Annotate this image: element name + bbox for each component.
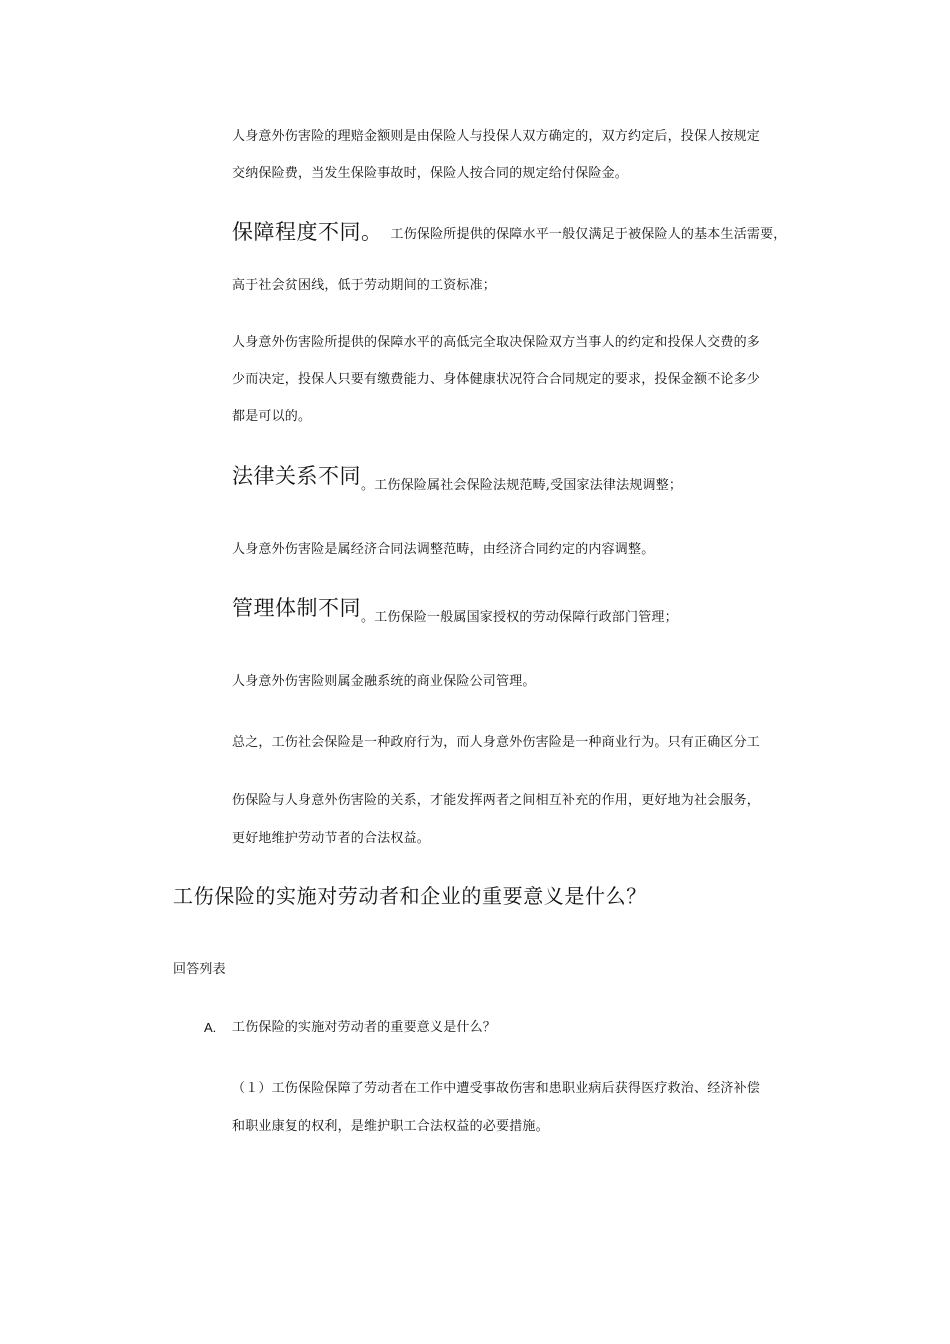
section-heading-line xyxy=(232,596,678,625)
answers-list-label: 回答列表 xyxy=(173,962,226,977)
paragraph-line: 人身意外伤害险是属经济合同法调整范畴，由经济合同约定的内容调整。 xyxy=(232,542,655,557)
section-heading-line xyxy=(232,220,787,244)
question-title: 工伤保险的实施对劳动者和企业的重要意义是什么？ xyxy=(173,884,647,908)
list-marker: A. xyxy=(204,1020,217,1035)
section-heading: 保障程度不同。 xyxy=(232,220,383,244)
section-text: 。工伤保险一般属国家授权的劳动保障行政部门管理； xyxy=(361,610,678,625)
section-heading: 法律关系不同 xyxy=(232,464,361,488)
paragraph-line: 高于社会贫困线，低于劳动期间的工资标准； xyxy=(232,278,497,293)
paragraph-line: 人身意外伤害险所提供的保障水平的高低完全取决保险双方当事人的约定和投保人交费的多 xyxy=(232,335,761,350)
paragraph-line: 都是可以的。 xyxy=(232,409,312,424)
section-heading: 管理体制不同 xyxy=(232,596,361,620)
paragraph-line: 交纳保险费，当发生保险事故时，保险人按合同的规定给付保险金。 xyxy=(232,166,629,181)
paragraph-line: 更好地维护劳动节者的合法权益。 xyxy=(232,831,431,846)
answer-line: （１）工伤保险保障了劳动者在工作中遭受事故伤害和患职业病后获得医疗救治、经济补偿 xyxy=(232,1081,761,1096)
paragraph-line: 少而决定，投保人只要有缴费能力、身体健康状况符合合同规定的要求，投保金额不论多少 xyxy=(232,372,761,387)
list-item-text: 工伤保险的实施对劳动者的重要意义是什么？ xyxy=(232,1020,497,1035)
paragraph-line: 人身意外伤害险的理赔金额则是由保险人与投保人双方确定的，双方约定后，投保人按规定 xyxy=(232,129,761,144)
section-heading-line xyxy=(232,464,683,493)
paragraph-line: 伤保险与人身意外伤害险的关系，才能发挥两者之间相互补充的作用，更好地为社会服务， xyxy=(232,793,761,808)
section-text: 工伤保险所提供的保障水平一般仅满足于被保险人的基本生活需要， xyxy=(390,227,787,242)
answer-line: 和职业康复的权利，是维护职工合法权益的必要措施。 xyxy=(232,1119,549,1134)
paragraph-line: 总之，工伤社会保险是一种政府行为，而人身意外伤害险是一种商业行为。只有正确区分工 xyxy=(232,735,761,750)
section-text: 。工伤保险属社会保险法规范畴,受国家法律法规调整； xyxy=(361,478,683,493)
paragraph-line: 人身意外伤害险则属金融系统的商业保险公司管理。 xyxy=(232,674,536,689)
